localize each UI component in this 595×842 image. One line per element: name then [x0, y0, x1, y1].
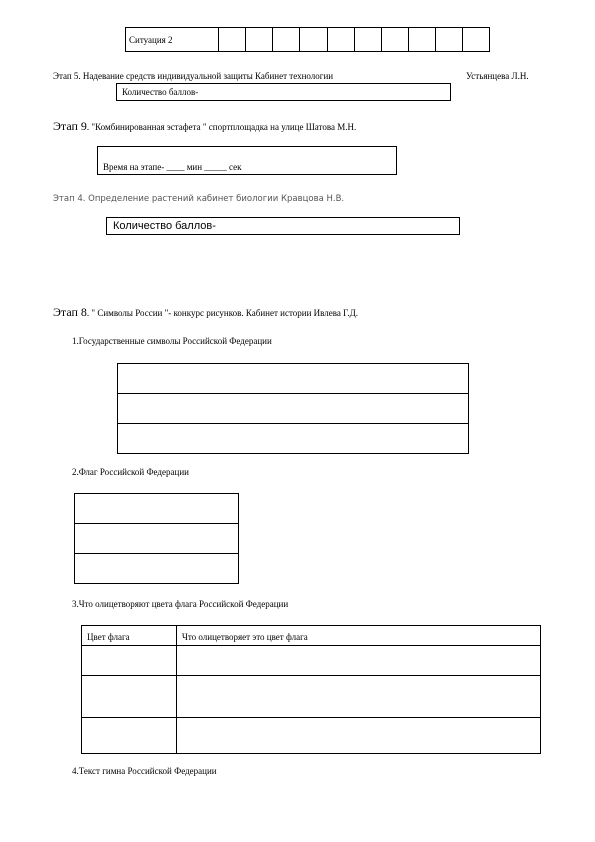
stage9-heading-rest: . "Комбинированная эстафета " спортплощадка на улице Шатова М.Н. [86, 122, 357, 132]
stage5-score-label: Количество баллов- [122, 87, 199, 97]
situation-cell[interactable] [354, 28, 381, 52]
flag-stripe-row[interactable] [75, 524, 239, 554]
stage4-score-label: Количество баллов- [113, 220, 216, 232]
situation-cell[interactable] [219, 28, 246, 52]
symbols-row[interactable] [118, 394, 469, 424]
flag-color-cell[interactable] [82, 676, 177, 718]
stage9-prefix: Этап 9 [53, 119, 87, 133]
situation-cell[interactable] [408, 28, 435, 52]
situation-cell[interactable] [381, 28, 408, 52]
situation-cell[interactable] [327, 28, 354, 52]
flag-table [74, 493, 239, 584]
stage5-score-box[interactable] [116, 83, 451, 101]
question-2: 2.Флаг Российской Федерации [72, 467, 189, 477]
col-header-meaning: Что олицетворяет это цвет флага [177, 626, 541, 646]
situation-cell[interactable] [300, 28, 327, 52]
symbols-table [117, 363, 469, 454]
symbols-row[interactable] [118, 364, 469, 394]
situation-cell[interactable] [246, 28, 273, 52]
stage8-prefix: Этап 8 [53, 305, 87, 319]
flag-meaning-cell[interactable] [177, 676, 541, 718]
situation-cell[interactable] [273, 28, 300, 52]
question-3: 3.Что олицетворяют цвета флага Российской Федерации [72, 599, 289, 609]
flag-color-cell[interactable] [82, 718, 177, 754]
situation-label: Ситуация 2 [126, 28, 219, 52]
stage8-heading [53, 306, 358, 318]
stage5-teacher: Устьянцева Л.Н. [466, 71, 529, 81]
col-header-color: Цвет флага [82, 626, 177, 646]
stage9-heading [53, 120, 356, 132]
flag-colors-table [81, 625, 541, 754]
flag-color-cell[interactable] [82, 646, 177, 676]
stage8-heading-rest: . " Символы России "- конкурс рисунков. Кабинет истории Ивлева Г.Д. [86, 308, 358, 318]
flag-stripe-row[interactable] [75, 494, 239, 524]
stage9-time-label: Время на этапе- ____ мин _____ сек [103, 162, 242, 172]
situation-cell[interactable] [435, 28, 462, 52]
stage4-heading: Этап 4. Определение растений кабинет биологии Кравцова Н.В. [53, 194, 345, 204]
symbols-row[interactable] [118, 424, 469, 454]
question-1: 1.Государственные символы Российской Федерации [72, 336, 272, 346]
flag-meaning-cell[interactable] [177, 646, 541, 676]
flag-stripe-row[interactable] [75, 554, 239, 584]
situation-cell[interactable] [462, 28, 489, 52]
stage4-score-box[interactable] [106, 217, 460, 235]
flag-meaning-cell[interactable] [177, 718, 541, 754]
stage9-time-box[interactable] [97, 146, 397, 175]
stage5-heading: Этап 5. Надевание средств индивидуальной защиты Кабинет технологии [53, 71, 334, 81]
question-4: 4.Текст гимна Российской Федерации [72, 766, 217, 776]
situation-table [125, 27, 490, 52]
